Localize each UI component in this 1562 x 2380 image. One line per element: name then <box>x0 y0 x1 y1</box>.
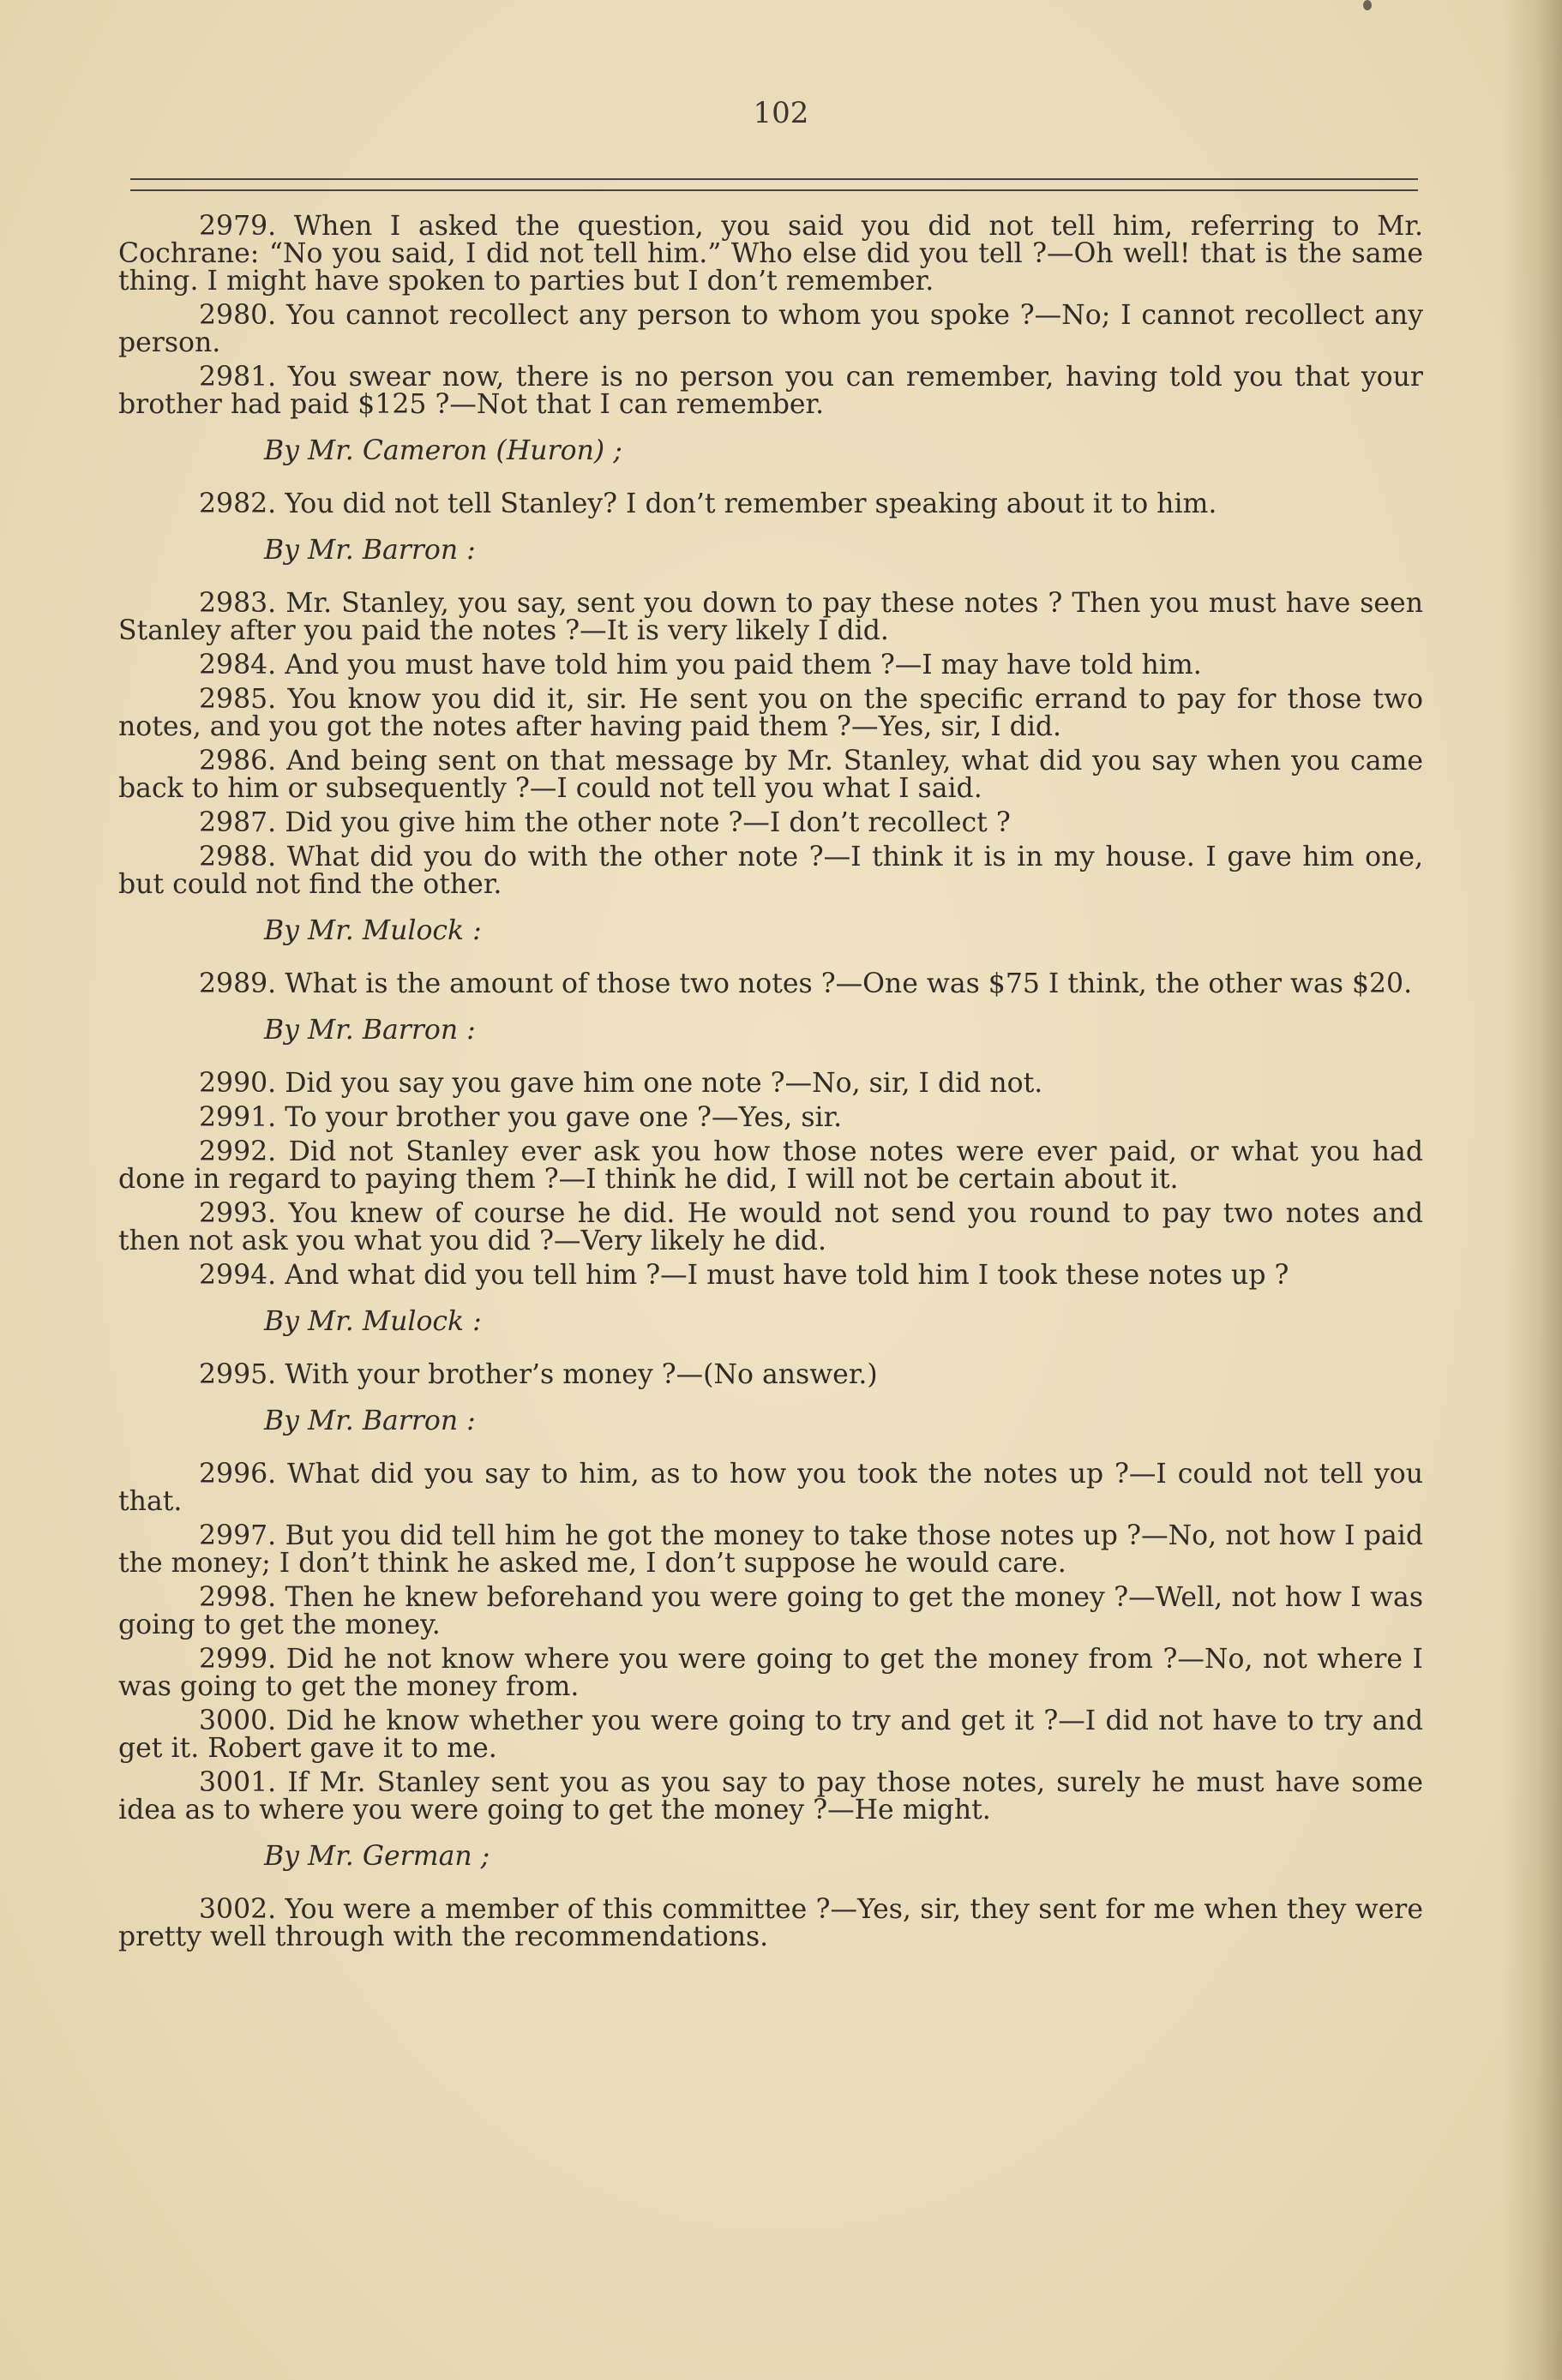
testimony-2985: 2985. You know you did it, sir. He sent you on the specific errand to pay for those two notes, and you got the notes after having paid them ?—Yes, sir, I did. <box>118 684 1423 742</box>
testimony-body <box>118 213 1423 1957</box>
testimony-3000: 3000. Did he know whether you were going to try and get it ?—I did not have to try and get it. Robert gave it to me. <box>118 1706 1423 1764</box>
page-number: 102 <box>753 96 809 130</box>
testimony-2983: 2983. Mr. Stanley, you say, sent you down to pay these notes ? Then you must have seen Stanley after you paid the notes ?—It is very likely I did. <box>118 588 1423 646</box>
testimony-2992: 2992. Did not Stanley ever ask you how those notes were ever paid, or what you had done in regard to paying them ?—I think he did, I will not be certain about it. <box>118 1136 1423 1195</box>
testimony-2998: 2998. Then he knew beforehand you were going to get the money ?—Well, not how I was going to get the money. <box>118 1582 1423 1640</box>
testimony-2995: 2995. With your brother’s money ?—(No answer.) <box>199 1359 878 1390</box>
testimony-2982: 2982. You did not tell Stanley? I don’t remember speaking about it to him. <box>199 489 1217 519</box>
testimony-2984: 2984. And you must have told him you paid them ?—I may have told him. <box>199 650 1202 680</box>
header-rule-bottom <box>130 189 1418 191</box>
testimony-2991: 2991. To your brother you gave one ?—Yes, sir. <box>199 1102 843 1133</box>
testimony-2979: 2979. When I asked the question, you said you did not tell him, referring to Mr. Cochrane: “No you said, I did not tell him.” Who else did you tell ?—Oh well! that is the same thing. I might have spoken to parties but I don’t remember. <box>118 211 1423 297</box>
testimony-2996: 2996. What did you say to him, as to how you took the notes up ?—I could not tell you that. <box>118 1459 1423 1517</box>
testimony-2993: 2993. You knew of course he did. He would not send you round to pay two notes and then not ask you what you did ?—Very likely he did. <box>118 1198 1423 1256</box>
testimony-2990: 2990. Did you say you gave him one note ?—No, sir, I did not. <box>199 1068 1043 1099</box>
speaker-mulock: By Mr. Mulock : <box>264 915 482 946</box>
testimony-2986: 2986. And being sent on that message by Mr. Stanley, what did you say when you came back to him or subsequently ?—I could not tell you what I said. <box>118 746 1423 804</box>
speaker-mulock: By Mr. Mulock : <box>264 1306 482 1337</box>
speaker-barron: By Mr. Barron : <box>264 535 476 566</box>
speaker-barron: By Mr. Barron : <box>264 1015 476 1046</box>
testimony-2999: 2999. Did he not know where you were going to get the money from ?—No, not where I was going to get the money from. <box>118 1644 1423 1702</box>
testimony-2987: 2987. Did you give him the other note ?—I don’t recollect ? <box>199 807 1011 838</box>
testimony-2989: 2989. What is the amount of those two notes ?—One was $75 I think, the other was $20. <box>199 968 1413 999</box>
testimony-2988: 2988. What did you do with the other note ?—I think it is in my house. I gave him one, but could not find the other. <box>118 842 1423 900</box>
header-rule-top <box>130 178 1418 180</box>
testimony-2994: 2994. And what did you tell him ?—I must have told him I took these notes up ? <box>199 1260 1289 1291</box>
testimony-3002: 3002. You were a member of this committee ?—Yes, sir, they sent for me when they were pretty well through with the recommendations. <box>118 1894 1423 1952</box>
speaker-barron: By Mr. Barron : <box>264 1406 476 1436</box>
page-edge-shadow <box>1502 0 1562 2380</box>
testimony-2981: 2981. You swear now, there is no person you can remember, having told you that your brother had paid $125 ?—Not that I can remember. <box>118 362 1423 420</box>
speaker-german: By Mr. German ; <box>264 1841 490 1872</box>
speaker-cameron: By Mr. Cameron (Huron) ; <box>264 435 622 466</box>
testimony-3001: 3001. If Mr. Stanley sent you as you say to pay those notes, surely he must have some idea as to where you were going to get the money ?—He might. <box>118 1767 1423 1825</box>
testimony-2997: 2997. But you did tell him he got the money to take those notes up ?—No, not how I paid the money; I don’t think he asked me, I don’t suppose he would care. <box>118 1520 1423 1579</box>
ink-speck <box>1363 0 1372 10</box>
testimony-2980: 2980. You cannot recollect any person to whom you spoke ?—No; I cannot recollect any person. <box>118 300 1423 358</box>
